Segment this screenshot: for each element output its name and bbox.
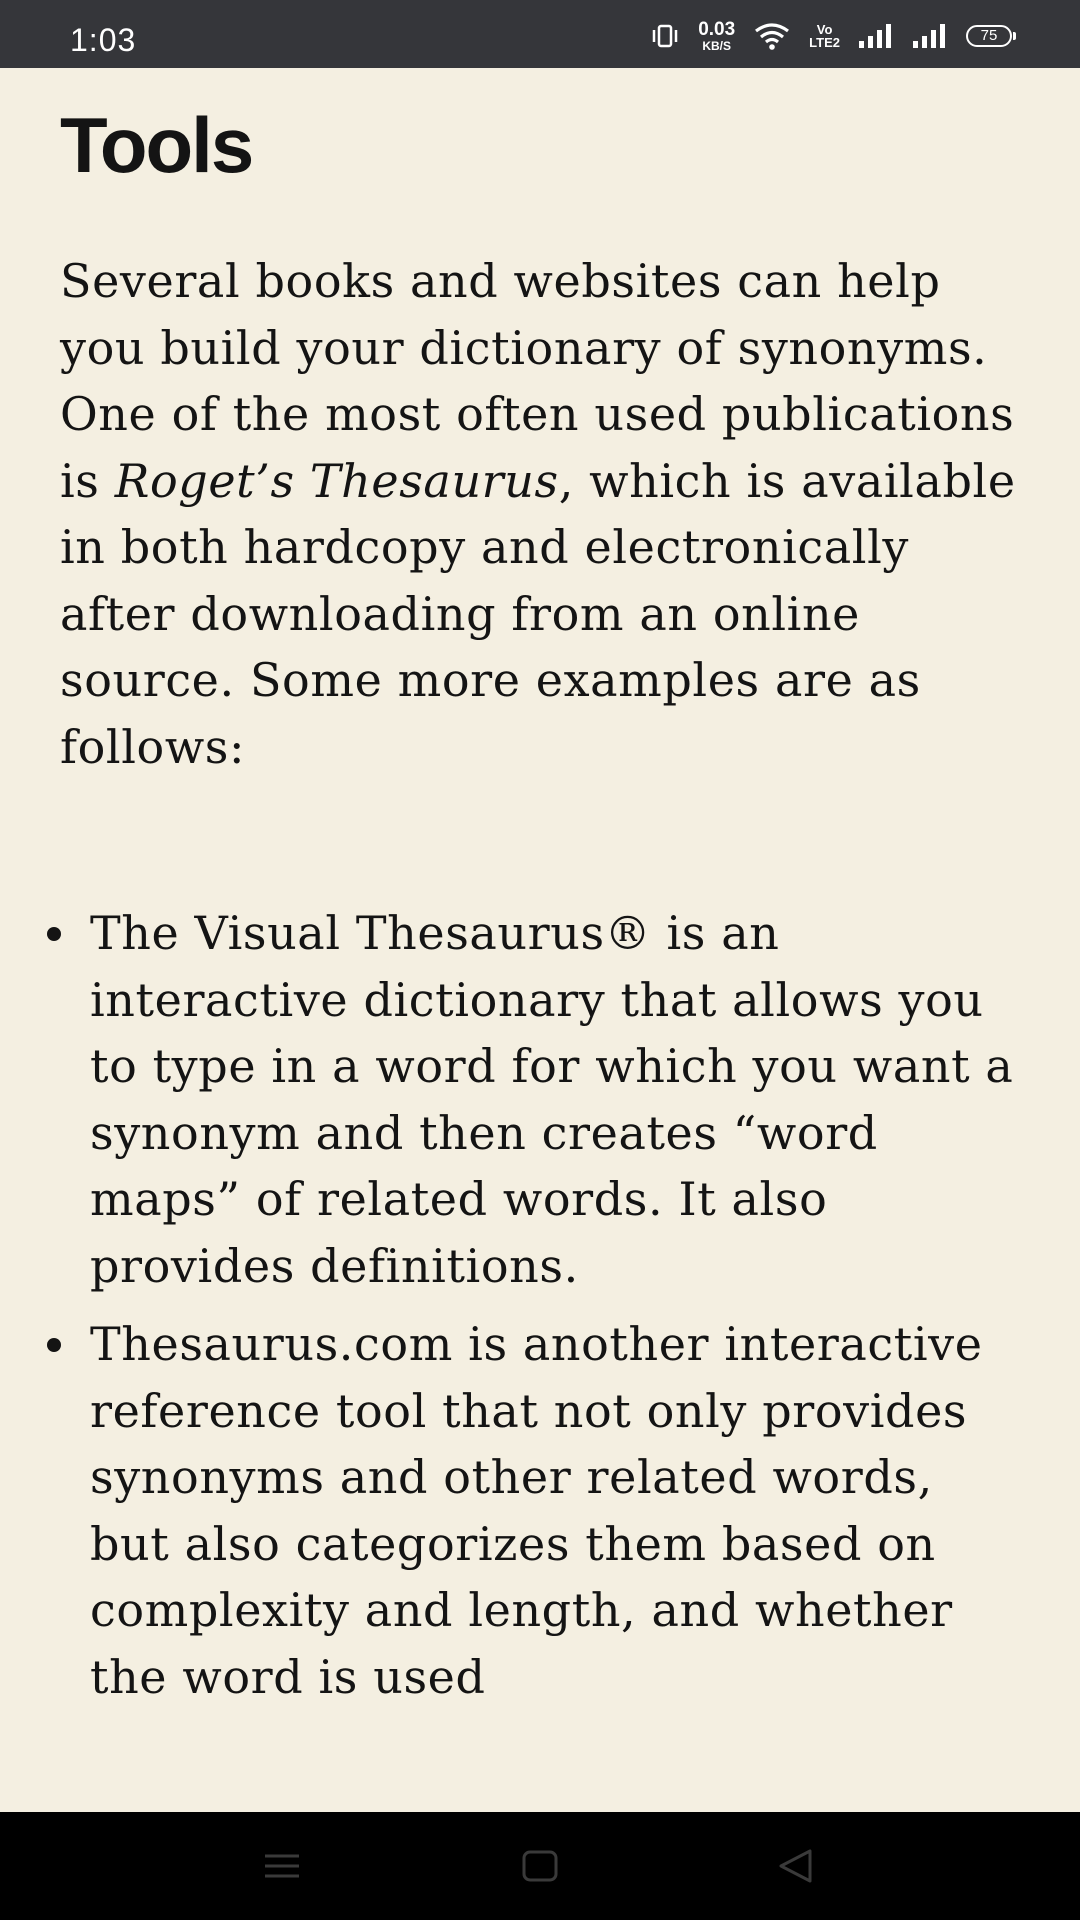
book-title: Roget’s Thesaurus: [114, 453, 559, 508]
menu-icon[interactable]: [252, 1842, 312, 1890]
vibrate-icon: [650, 21, 680, 51]
network-speed-unit: KB/S: [702, 39, 732, 53]
network-speed-value: 0.03: [698, 19, 736, 40]
intro-text-end: , which is available in both hardcopy and electronically after downloading from an online source. Some more examples are as follows:: [60, 453, 1016, 774]
volte-label: Vo: [816, 22, 833, 37]
reader-content[interactable]: [0, 68, 1080, 1812]
intro-paragraph: [60, 248, 1020, 780]
list-item-text: Thesaurus.com is another interactive reference tool that not only provides synonyms and other related words, but also categorizes them based on complexity and length, and whether the word is used: [90, 1317, 983, 1704]
status-time: 1:03: [70, 22, 137, 58]
network-speed: [698, 20, 735, 52]
home-icon[interactable]: [510, 1842, 570, 1890]
intro-text: Several books and websites can help you build your dictionary of synonyms. One of the most often used publications is: [60, 254, 1015, 508]
list-item: [0, 900, 1020, 1299]
bullet-icon: [47, 927, 61, 941]
volte-indicator: [809, 23, 840, 49]
bullet-icon: [47, 1338, 61, 1352]
back-icon[interactable]: [766, 1842, 826, 1890]
status-icons: [650, 18, 1012, 54]
page-title: Tools: [60, 101, 253, 189]
signal-icon: [858, 23, 894, 49]
signal-icon: [912, 23, 948, 49]
lte-label: LTE2: [809, 35, 840, 50]
battery-icon: 75: [966, 25, 1012, 47]
tools-list: [0, 900, 1080, 1722]
list-item: [0, 1311, 1020, 1710]
list-item-text: The Visual Thesaurus® is an interactive dictionary that allows you to type in a word for which you want a synonym and then creates “word maps” of related words. It also provides definitions.: [90, 906, 1014, 1293]
status-bar: [0, 0, 1080, 68]
navigation-bar: [0, 1812, 1080, 1920]
wifi-icon: [753, 21, 791, 51]
